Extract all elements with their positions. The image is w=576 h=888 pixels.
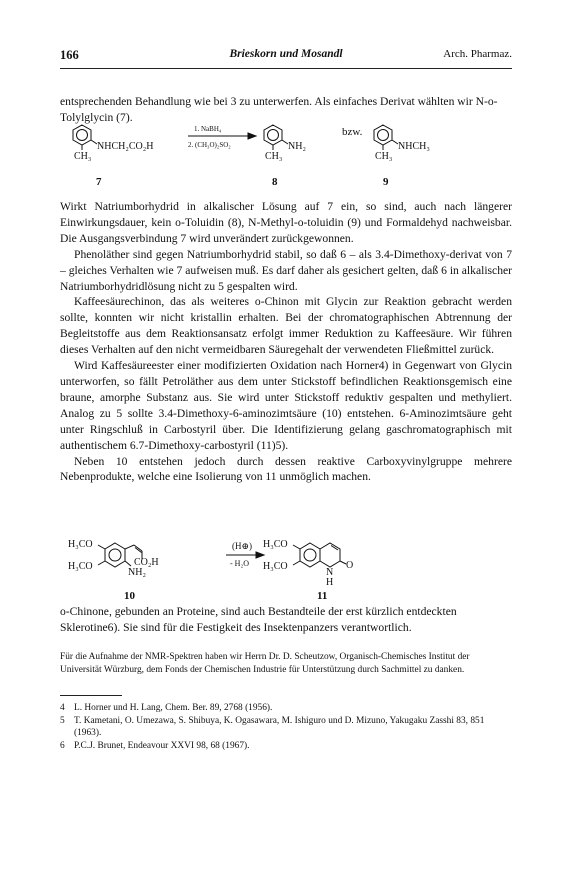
cpd10-methoxy-bottom: H₃CO xyxy=(68,561,93,572)
page-number: 166 xyxy=(60,48,79,62)
running-header xyxy=(60,48,512,66)
cpd8-substituent-n: NH₂ xyxy=(288,141,306,152)
cpd9-substituent-me: CH₃ xyxy=(375,151,393,162)
compound-number-8: 8 xyxy=(272,176,278,188)
cpd7-substituent-me: CH₃ xyxy=(74,151,92,162)
reference-text: P.C.J. Brunet, Endeavour XXVI 98, 68 (1967). xyxy=(74,740,250,751)
cpd11-methoxy-bottom: H₃CO xyxy=(263,561,288,572)
header-rule xyxy=(60,68,512,69)
intro-text: entsprechenden Behandlung wie bei 3 zu unterwerfen. Als einfaches Derivat wählten wir N-o-Tolylglycin (7). xyxy=(60,95,498,124)
paragraph-5: Neben 10 entstehen jedoch durch dessen reaktive Carboxyvinylgruppe mehrere Nebenprodukte, welche eine Isolierung von 11 unmöglich machen. xyxy=(60,454,512,484)
running-authors: Brieskorn und Mosandl xyxy=(229,48,343,60)
benzene-ring-8 xyxy=(264,125,282,145)
reference-item xyxy=(60,715,512,740)
paragraph-1: Wirkt Natriumborhydrid in alkalischer Lösung auf 7 ein, so sind, auch nach längerer Einwirkungsdauer, kein o-Toluidin (8), N-Methyl-o-toluidin (9) und Formaldehyd nachweisbar. Die Ausgangsverbindung 7 wird unverändert zurückgewonnen. xyxy=(60,200,512,245)
paragraph-2: Phenoläther sind gegen Natriumborhydrid stabil, so daß 6 – als 3.4-Dimethoxy-derivat von 7 – gleiches Verhalten wie 7 aufweisen muß. Es darf daher als gesichert gelten, daß 6 in alkalischer Natriumborhydridlösung nicht zu 5 gespalten wird. xyxy=(60,247,512,293)
cpd10-carboxyl: CO₂H xyxy=(134,557,159,568)
footnote-rule xyxy=(60,695,122,696)
benzene-ring-9 xyxy=(374,125,392,145)
reference-text: L. Horner und H. Lang, Chem. Ber. 89, 2768 (1956). xyxy=(74,703,273,713)
body-text xyxy=(60,199,512,485)
benzene-ring-7 xyxy=(73,125,91,145)
paragraph-3: Kaffeesäurechinon, das als weiteres o-Chinon mit Glycin zur Reaktion gebracht werden sollte, konnten wir nicht kristallin erhalten. Bei der chromatographischen Abtrennung der Begleitstoffe aus dem Reaktionsansatz erfolgt immer Reduktion zu Kaffeesäure. Wir führen dieses Verhalten auf den nicht vermeidbaren Säuregehalt der verwendeten Fließmittel zurück. xyxy=(60,295,512,357)
paragraph-4: Wird Kaffesäureester einer modifizierten Oxidation nach Horner4) in Gegenwart von Glycin unterworfen, so fällt Petroläther aus dem unter Stickstoff befindlichen Reaktionsgemisch eine braune, amorphe Substanz aus. Sie wird unter Stickstoff reduktiv gespalten und methyliert. Analog zu 5 sollte 3.4-Dimethoxy-6-aminozimtsäure (10) entstehen. 6-Aminozimtsäure geht unter Ringschluß in Carbostyril über. Die Identifizierung gelang gaschromatographisch mit authentischem 6.7-Dimethoxy-carbostyril (11)5). xyxy=(60,359,512,452)
cpd11-carbonyl-o: O xyxy=(346,560,354,571)
condition-acid: (H⊕) xyxy=(232,541,253,551)
condition-water-loss: - H₂O xyxy=(230,559,250,568)
compound-number-10: 10 xyxy=(124,590,135,602)
cpd11-hydrogen: H xyxy=(326,577,334,588)
reference-number: 6 xyxy=(60,740,65,751)
cpd10-methoxy-top: H₃CO xyxy=(68,539,93,550)
compound-number-9: 9 xyxy=(383,176,389,188)
journal-name: Arch. Pharmaz. xyxy=(443,48,512,60)
cpd11-methoxy-top: H₃CO xyxy=(263,539,288,550)
reference-number: 5 xyxy=(60,715,65,726)
compound-number-11: 11 xyxy=(317,590,328,602)
benzene-ring-11 xyxy=(300,543,320,567)
lactam-ring-11 xyxy=(320,543,340,567)
cpd11-nitrogen: N xyxy=(326,567,334,578)
cpd10-amine: NH₂ xyxy=(128,567,146,578)
cpd9-substituent-n: NHCH₃ xyxy=(398,141,430,152)
cpd7-substituent-n: NHCH₂CO₂H xyxy=(97,141,154,152)
reagent-1: 1. NaBH₄ xyxy=(194,125,222,133)
closing-paragraph: o-Chinone, gebunden an Proteine, sind auch Bestandteile der erst kürzlich entdeckten Sklerotine6). Sie sind für die Festigkeit des Insektenpanzers verantwortlich. xyxy=(60,605,457,634)
compound-number-7: 7 xyxy=(96,176,102,188)
benzene-ring-10 xyxy=(105,543,125,567)
reference-item xyxy=(60,740,512,753)
acknowledgement: Für die Aufnahme der NMR-Spektren haben wir Herrn Dr. D. Scheutzow, Organisch-Chemisches Institut der Universität Würzburg, dem Fonds der Chemischen Industrie für Unterstützung durch Sachmittel zu danken. xyxy=(60,652,470,675)
reaction-scheme-1 xyxy=(60,118,512,190)
cpd8-substituent-me: CH₃ xyxy=(265,151,283,162)
reference-item xyxy=(60,702,512,715)
reaction-scheme-2 xyxy=(60,533,512,603)
reference-number: 4 xyxy=(60,703,65,713)
bzw-label: bzw. xyxy=(342,126,363,138)
reference-list xyxy=(60,702,512,752)
reference-text: T. Kametani, O. Umezawa, S. Shibuya, K. Ogasawara, M. Ishiguro und D. Mizuno, Yakugaku Zasshi 83, 851 (1963). xyxy=(74,715,485,739)
reagent-2: 2. (CH₃O)₂SO₂ xyxy=(188,141,231,149)
